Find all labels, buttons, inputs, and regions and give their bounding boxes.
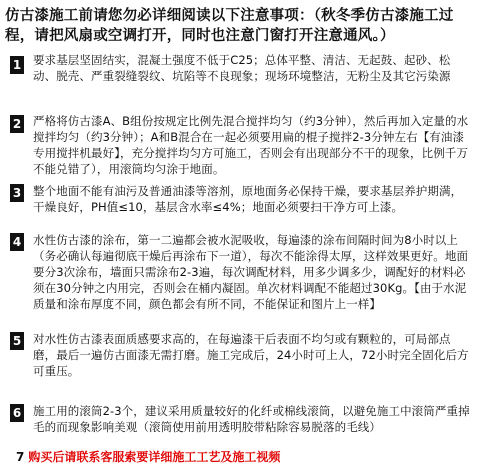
item-text: 严格将仿古漆A、B组份按规定比例先混合搅拌均匀（约3分钟），然后再加入定量的水搅拌均匀（约3分钟）；A和B混合在一起必须要用扁的棍子搅拌2-3分钟左右【有油漆专用搅拌机最好】，充分搅拌均匀方可施工，否则会有出现部分不干的现象，比例千万不能兑错了），用滚筒均匀涂于地面。 [33,114,469,176]
item-text: 施工用的滚筒2-3个，建议采用质量较好的化纤或棉线滚筒，以避免施工中滚筒严重掉毛的而现象影响美观（滚筒使用前用透明胶带粘除容易脱落的毛线） [33,404,470,434]
footer-text: 购买后请联系客服索要详细施工工艺及施工视频 [28,450,281,464]
item-number-badge: 5 [10,332,24,350]
item-number-badge: 1 [10,56,24,74]
item-number-badge: 4 [10,233,24,251]
item-text: 要求基层坚固结实，混凝土强度不低于C25；总体平整、清洁、无起鼓、起砂、松动、脱壳、严重裂缝裂纹、坑陷等不良现象；现场环境整洁，无粉尘及其它污染源 [33,53,451,83]
item-text: 水性仿古漆的涂布，第一二遍都会被水泥吸收，每遍漆的涂布间隔时间为8小时以上（务必确认每遍彻底干燥后再涂布下一道），每次不能涂得太厚，这样效果更好。地面要分3次涂布，墙面只需涂布2-3遍，每次调配材料，用多少调多少，调配好的材料必须在30分钟之内用完，否则会在桶内凝固。单次材料调配不能超过30Kg。【由于水泥质量和涂布厚度不同，颜色都会有所不同，不能保证和图片上一样】 [33,233,469,311]
item-number-badge: 3 [10,184,24,202]
item-text: 对水性仿古漆表面质感要求高的，在每遍漆干后表面不均匀或有颗粒的，可局部点磨，最后一遍仿古面漆无需打磨。施工完成后，24小时可上人，72小时完全固化后方可重压。 [33,332,469,378]
notice-title: 仿古漆施工前请您勿必详细阅读以下注意事项：（秋冬季仿古漆施工过程，请把风扇或空调打开，同时也注意门窗打开注意通风。） [5,8,454,44]
item-text: 整个地面不能有油污及普通油漆等溶剂，原地面务必保持干燥，要求基层养护期满，干燥良好，PH值≤10，基层含水率≤4%；地面必须要扫干净方可上漆。 [33,184,463,214]
item-number-badge: 2 [10,115,24,133]
footer-number: 7 [16,450,25,464]
footer-note [16,449,476,465]
item-number-badge: 6 [10,404,24,422]
